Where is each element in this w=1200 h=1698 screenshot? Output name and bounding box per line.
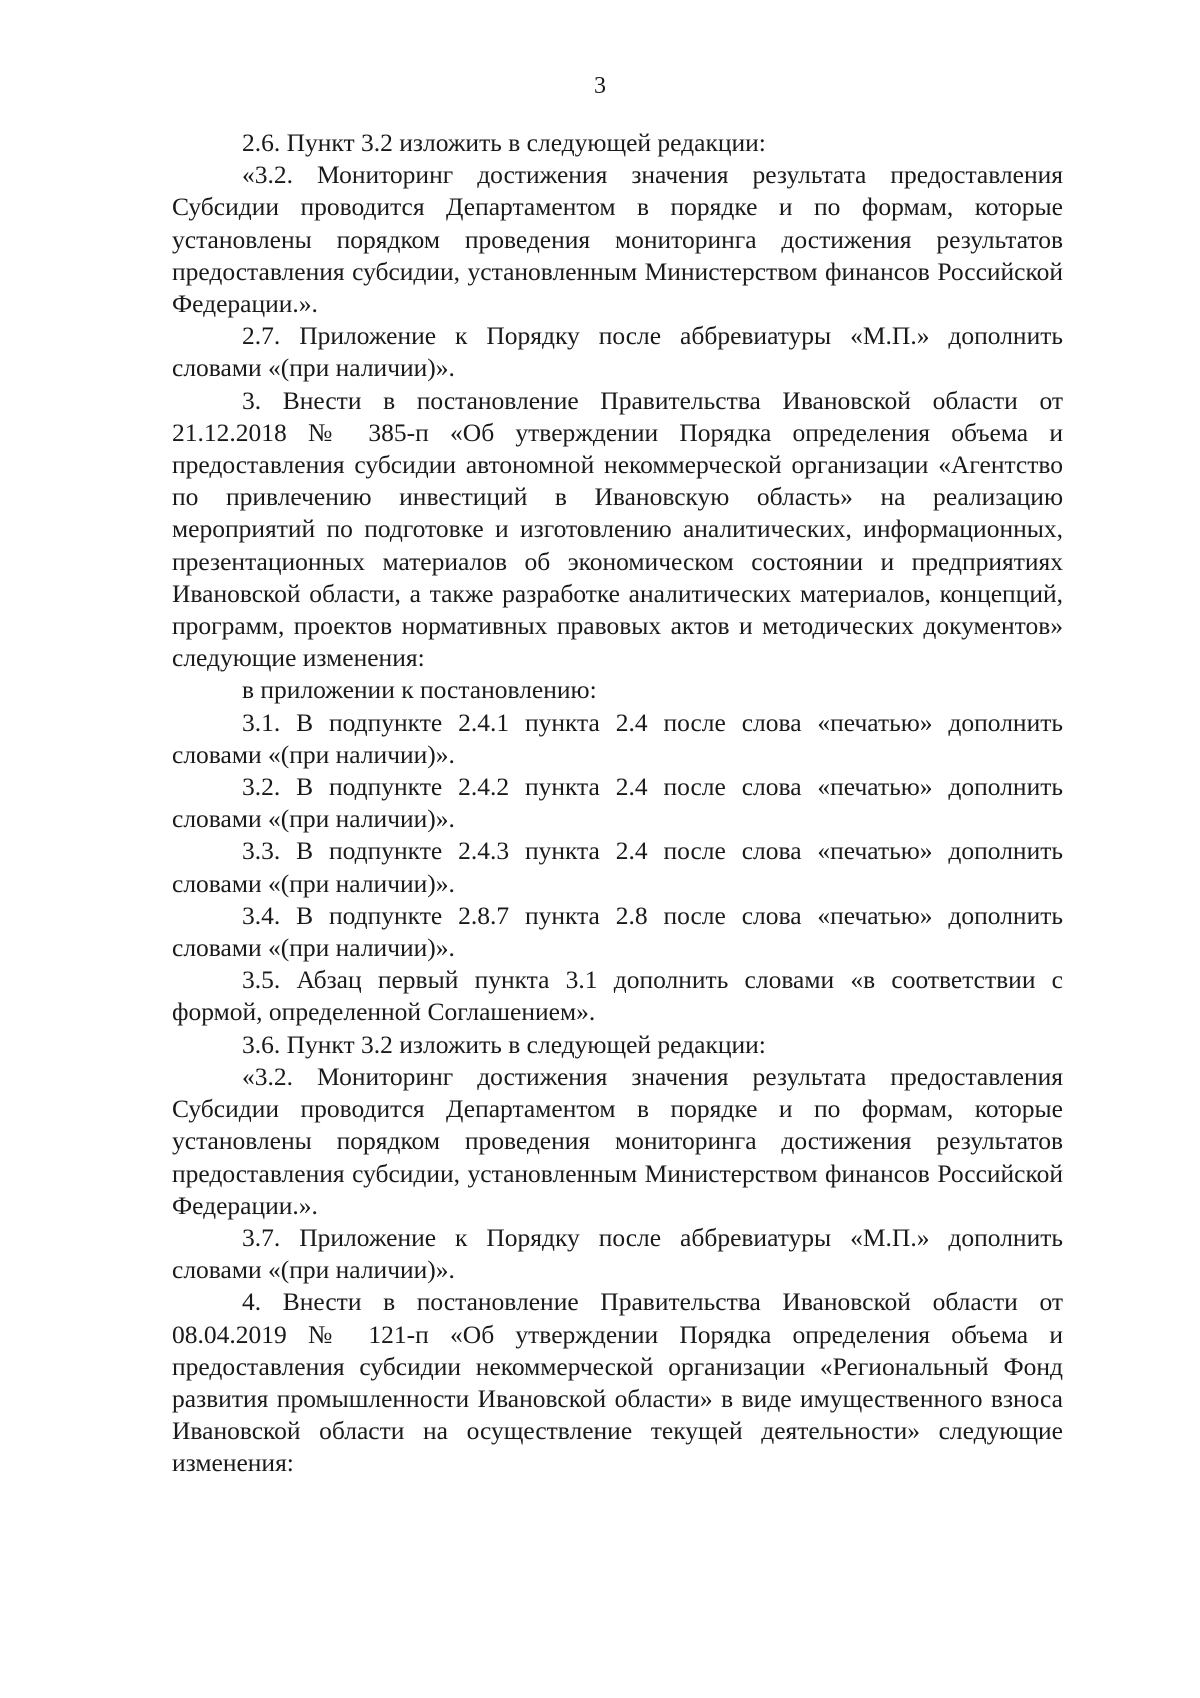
paragraph: 3.2. В подпункте 2.4.2 пункта 2.4 после слова «печатью» дополнить словами «(при наличии)». <box>172 772 1063 834</box>
paragraph: 3.6. Пункт 3.2 изложить в следующей редакции: <box>242 1029 766 1059</box>
paragraph: «3.2. Мониторинг достижения значения результата предоставления Субсидии проводится Департаментом в порядке и по формам, которые установлены порядком проведения мониторинга достижения результатов предоставления субсидии, установленным Министерством финансов Российской Федерации.». <box>172 1061 1063 1220</box>
paragraph: 3. Внести в постановление Правительства Ивановской области от 21.12.2018 № 385-п «Об утверждении Порядка определения объема и предоставления субсидии автономной некоммерческой организации «Агентство по привлечению инвестиций в Ивановскую область» на реализацию мероприятий по подготовке и изготовлению аналитических, информационных, презентационных материалов об экономическом состоянии и предприятиях Ивановской области, а также разработке аналитических материалов, концепций, программ, проектов нормативных правовых актов и методических документов» следующие изменения: <box>172 385 1063 673</box>
paragraph: 3.7. Приложение к Порядку после аббревиатуры «М.П.» дополнить словами «(при наличии)». <box>172 1222 1063 1285</box>
document-body <box>172 127 1063 1480</box>
paragraph: 4. Внести в постановление Правительства Ивановской области от 08.04.2019 № 121-п «Об утверждении Порядка определения объема и предоставления субсидии некоммерческой организации «Региональный Фонд развития промышленности Ивановской области» в виде имущественного взноса Ивановской области на осуществление текущей деятельности» следующие изменения: <box>172 1287 1063 1478</box>
paragraph: 2.6. Пункт 3.2 изложить в следующей редакции: <box>242 128 766 157</box>
paragraph: 3.5. Абзац первый пункта 3.1 дополнить словами «в соответствии с формой, определенной Соглашением». <box>172 965 1063 1027</box>
paragraph: 2.7. Приложение к Порядку после аббревиатуры «М.П.» дополнить словами «(при наличии)». <box>172 321 1063 383</box>
paragraph: 3.1. В подпункте 2.4.1 пункта 2.4 после слова «печатью» дополнить словами «(при наличии)». <box>172 707 1063 769</box>
paragraph: 3.3. В подпункте 2.4.3 пункта 2.4 после слова «печатью» дополнить словами «(при наличии)». <box>172 836 1063 898</box>
paragraph: 3.4. В подпункте 2.8.7 пункта 2.8 после слова «печатью» дополнить словами «(при наличии)». <box>172 900 1063 963</box>
page-number: 3 <box>594 73 606 99</box>
paragraph: «3.2. Мониторинг достижения значения результата предоставления Субсидии проводится Департаментом в порядке и по формам, которые установлены порядком проведения мониторинга достижения результатов предоставления субсидии, установленным Министерством финансов Российской Федерации.». <box>172 160 1063 319</box>
paragraph: в приложении к постановлению: <box>242 675 597 705</box>
